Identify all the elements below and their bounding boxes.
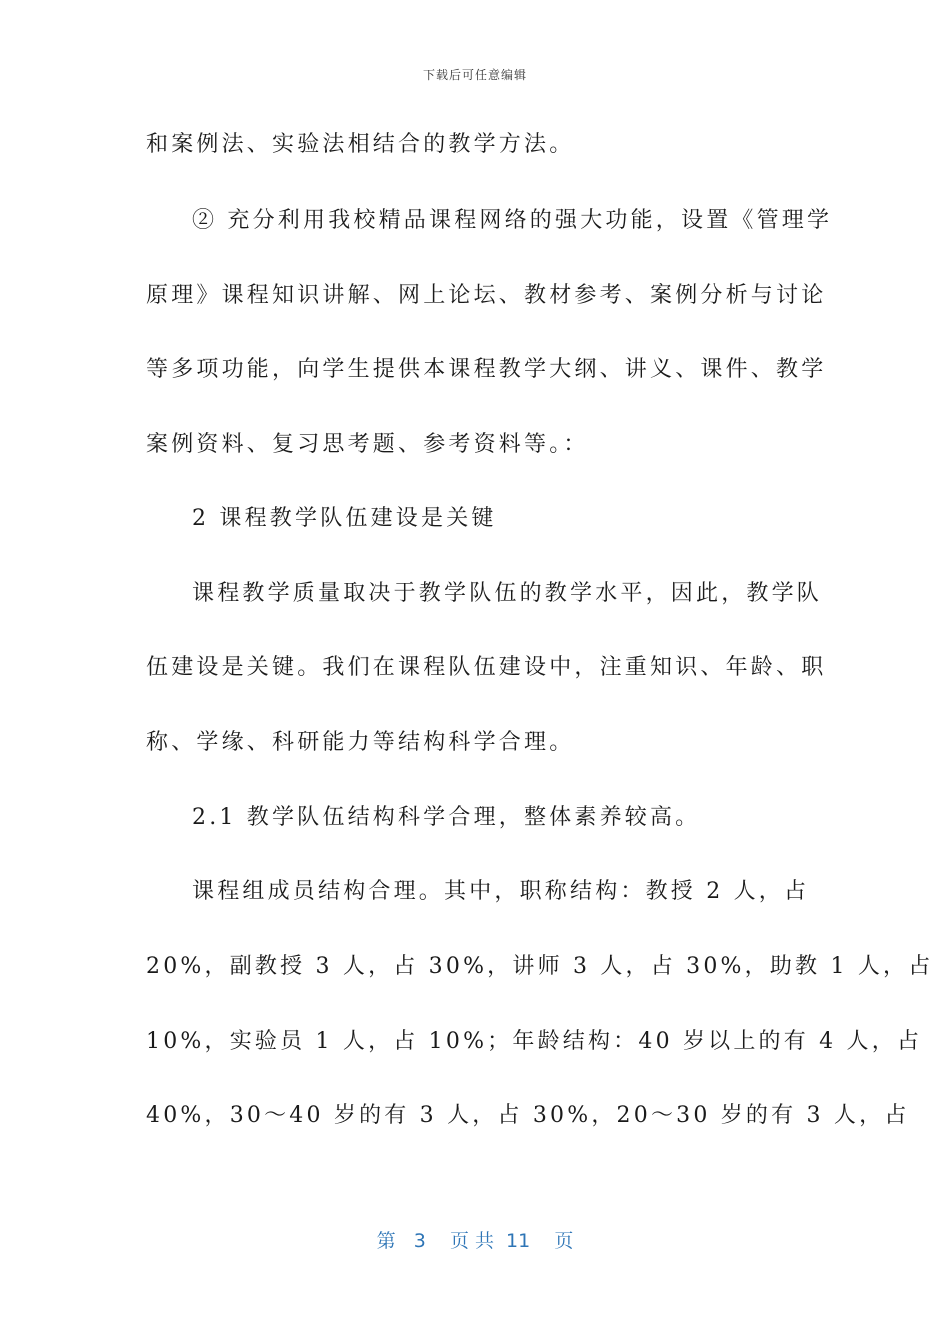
text-line: 课程组成员结构合理。其中，职称结构：教授 2 人，占 bbox=[192, 879, 810, 904]
text-line: 等多项功能，向学生提供本课程教学大纲、讲义、课件、教学 bbox=[146, 357, 827, 382]
text-line: 原理》课程知识讲解、网上论坛、教材参考、案例分析与讨论 bbox=[146, 283, 827, 308]
text-line: 10%，实验员 1 人，占 10%；年龄结构：40 岁以上的有 4 人，占 bbox=[146, 1029, 923, 1054]
subsection-heading: 2.1 教学队伍结构科学合理，整体素养较高。 bbox=[192, 805, 701, 830]
text-line: 案例资料、复习思考题、参考资料等。： bbox=[146, 432, 589, 457]
section-heading: 2 课程教学队伍建设是关键 bbox=[192, 506, 497, 531]
text-line: 课程教学质量取决于教学队伍的教学水平，因此，教学队 bbox=[192, 581, 823, 606]
page-header: 下载后可任意编辑 bbox=[422, 68, 527, 82]
text-line: 和案例法、实验法相结合的教学方法。 bbox=[146, 132, 575, 157]
text-line: 伍建设是关键。我们在课程队伍建设中，注重知识、年龄、职 bbox=[146, 655, 827, 680]
text-line: ② 充分利用我校精品课程网络的强大功能，设置《管理学 bbox=[192, 208, 833, 233]
text-line: 20%，副教授 3 人，占 30%，讲师 3 人，占 30%，助教 1 人，占 bbox=[146, 954, 934, 979]
text-line: 称、学缘、科研能力等结构科学合理。 bbox=[146, 730, 575, 755]
page-footer: 第 3 页 共 11 页 bbox=[376, 1230, 574, 1252]
text-line: 40%，30～40 岁的有 3 人，占 30%，20～30 岁的有 3 人，占 bbox=[146, 1103, 910, 1128]
